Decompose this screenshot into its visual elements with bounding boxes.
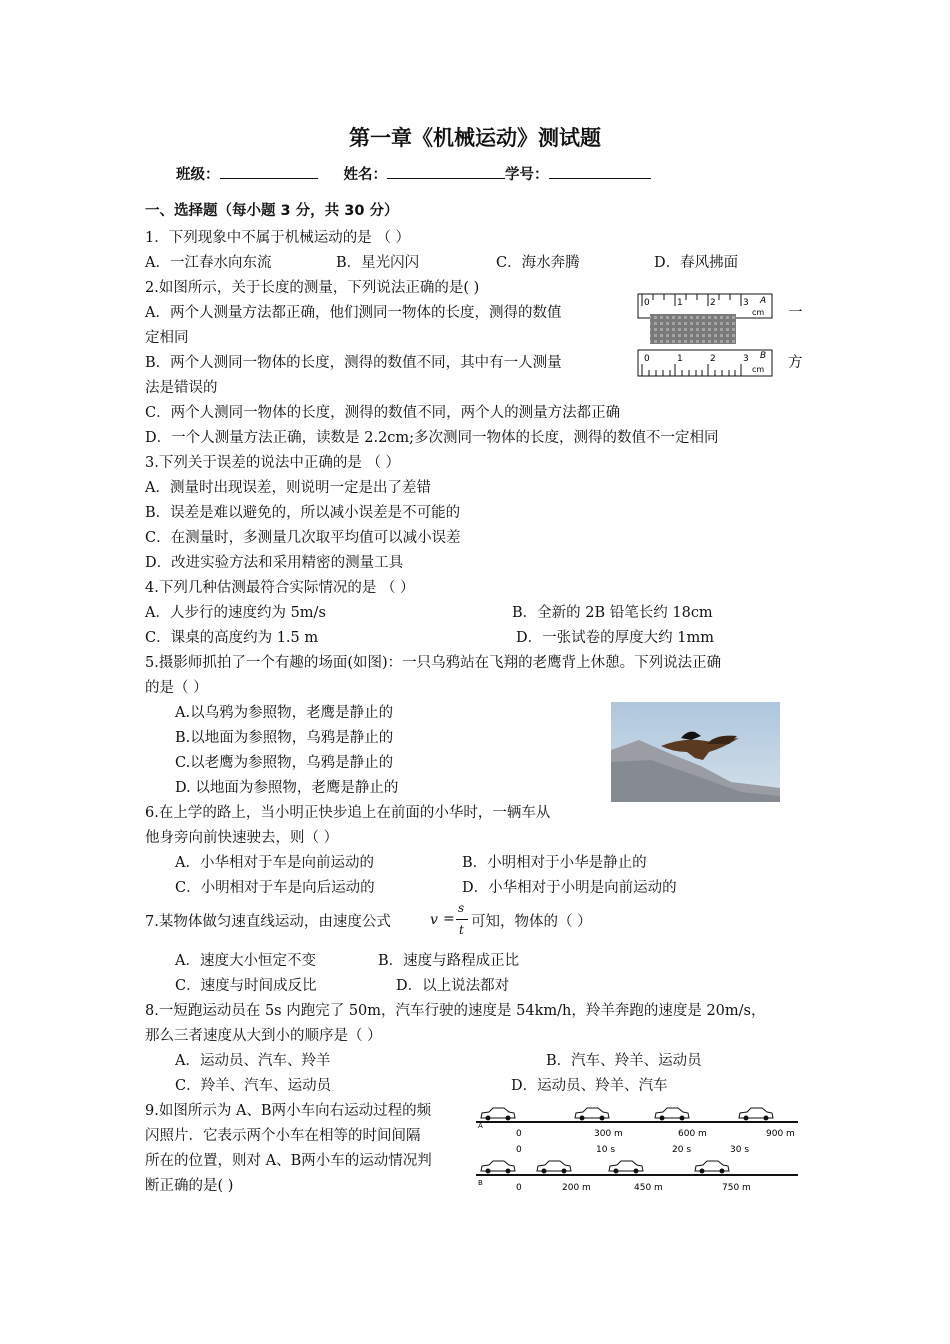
ruler-a-letter: A [760, 296, 767, 306]
car-b-3 [695, 1161, 729, 1174]
class-blank[interactable] [220, 164, 318, 179]
q6-option-d: D．小华相对于小明是向前运动的 [462, 880, 677, 896]
name-label: 姓名： [343, 167, 387, 183]
q7-option-c: C．速度与时间成反比 [175, 978, 317, 994]
time-3: 30 s [730, 1145, 750, 1155]
time-1: 10 s [596, 1145, 616, 1155]
name-blank[interactable] [387, 164, 505, 179]
car-a-0 [481, 1108, 515, 1121]
q5-stem-line2: 的是（ ） [145, 680, 208, 696]
ruler-b-tick-2: 2 [710, 354, 716, 364]
track-b-mark-0: 0 [516, 1183, 522, 1193]
q2-option-b-line1: B．两个人测同一物体的长度，测得的数值不同，其中有一人测量 [145, 355, 562, 371]
ruler-b-tick-3: 3 [743, 354, 749, 364]
track-a-mark-2: 600 m [678, 1129, 707, 1139]
q7-formula-denominator: t [459, 923, 464, 937]
class-label: 班级： [176, 167, 220, 183]
q3-option-b: B．误差是难以避免的，所以减小误差是不可能的 [145, 505, 461, 521]
q2-option-b-line2: 法是错误的 [145, 380, 218, 396]
track-b-mark-1: 200 m [562, 1183, 591, 1193]
q2-option-a-line1: A．两个人测量方法都正确，他们测同一物体的长度，测得的数值 [145, 305, 562, 321]
ruler-figure [636, 292, 778, 382]
ruler-b-letter: B [760, 351, 767, 361]
id-label: 学号： [505, 167, 549, 183]
q5-option-d: D. 以地面为参照物，老鹰是静止的 [175, 780, 399, 796]
q6-stem-line2: 他身旁向前快速驶去，则（ ） [145, 830, 339, 846]
q7-fraction-bar [456, 919, 468, 920]
q3-option-c: C．在测量时，多测量几次取平均值可以减小误差 [145, 530, 461, 546]
ruler-a-unit: cm [752, 308, 765, 317]
q2-option-d: D．一个人测量方法正确，读数是 2.2cm;多次测同一物体的长度，测得的数值不一定相同 [145, 430, 719, 446]
q7-stem-end: 可知，物体的（ ） [471, 914, 592, 930]
q4-option-d: D．一张试卷的厚度大约 1mm [516, 630, 714, 646]
q1-option-b: B．星光闪闪 [336, 255, 420, 271]
q6-stem-line1: 6.在上学的路上，当小明正快步追上在前面的小华时，一辆车从 [145, 805, 551, 821]
q2-option-a-end: 一 [788, 305, 803, 321]
track-b-mark-3: 750 m [722, 1183, 751, 1193]
ruler-b-tick-0: 0 [644, 354, 650, 364]
id-blank[interactable] [549, 164, 651, 179]
q7-option-a: A．速度大小恒定不变 [175, 953, 316, 969]
q2-option-b-end: 方 [788, 355, 803, 371]
track-a-mark-3: 900 m [766, 1129, 795, 1139]
q1-stem: 1．下列现象中不属于机械运动的是 （ ） [145, 230, 410, 246]
measured-object-texture [650, 314, 736, 344]
ruler-a-tick-0: 0 [644, 298, 650, 308]
q2-option-c: C．两个人测同一物体的长度，测得的数值不同，两个人的测量方法都正确 [145, 405, 621, 421]
track-b-mark-2: 450 m [634, 1183, 663, 1193]
track-a-mark-0: 0 [516, 1129, 522, 1139]
q9-stem-line1: 9.如图所示为 A、B两小车向右运动过程的频 [145, 1103, 432, 1119]
q4-option-c: C．课桌的高度约为 1.5 m [145, 630, 319, 646]
q9-stem-line3: 所在的位置，则对 A、B两小车的运动情况判 [145, 1153, 432, 1169]
q9-stem-line4: 断正确的是( ) [145, 1178, 234, 1194]
q7-option-d: D．以上说法都对 [396, 978, 510, 994]
q3-option-d: D．改进实验方法和采用精密的测量工具 [145, 555, 404, 571]
q8-stem-line2: 那么三者速度从大到小的顺序是（ ） [145, 1028, 382, 1044]
section-heading: 一、选择题（每小题 3 分，共 30 分） [145, 203, 399, 219]
track-a-mark-1: 300 m [594, 1129, 623, 1139]
car-b-2 [609, 1161, 643, 1174]
time-0: 0 [516, 1145, 522, 1155]
q4-option-a: A．人步行的速度约为 5m/s [145, 605, 326, 621]
q7-formula-equals: = [443, 911, 455, 927]
q8-option-b: B．汽车、羚羊、运动员 [546, 1053, 702, 1069]
time-2: 20 s [672, 1145, 692, 1155]
q5-option-b: B.以地面为参照物，乌鸦是静止的 [175, 730, 394, 746]
q1-option-a: A．一江春水向东流 [145, 255, 272, 271]
car-a-2 [655, 1108, 689, 1121]
car-track-figure [476, 1100, 802, 1196]
ruler-a-tick-2: 2 [710, 298, 716, 308]
track-b-label: B [478, 1179, 483, 1187]
q2-option-a-line2: 定相同 [145, 330, 189, 346]
q8-option-a: A．运动员、汽车、羚羊 [175, 1053, 331, 1069]
q6-option-a: A．小华相对于车是向前运动的 [175, 855, 374, 871]
q7-stem-start: 7.某物体做匀速直线运动，由速度公式 [145, 914, 391, 930]
car-b-1 [537, 1161, 571, 1174]
ruler-b-tick-1: 1 [677, 354, 683, 364]
q1-option-d: D．春风拂面 [654, 255, 739, 271]
q7-formula-numerator: s [458, 901, 465, 915]
q3-option-a: A．测量时出现误差，则说明一定是出了差错 [145, 480, 431, 496]
q8-option-d: D．运动员、羚羊、汽车 [511, 1078, 668, 1094]
car-a-1 [575, 1108, 609, 1121]
page-title: 第一章《机械运动》测试题 [349, 126, 601, 150]
ruler-a-tick-1: 1 [677, 298, 683, 308]
q9-stem-line2: 闪照片．它表示两个小车在相等的时间间隔 [145, 1128, 421, 1144]
q4-stem: 4.下列几种估测最符合实际情况的是 （ ） [145, 580, 415, 596]
q7-formula-v: v [430, 912, 438, 928]
eagle-crow-photo [611, 702, 780, 802]
q6-option-b: B．小明相对于小华是静止的 [462, 855, 647, 871]
q8-option-c: C．羚羊、汽车、运动员 [175, 1078, 332, 1094]
q2-stem: 2.如图所示，关于长度的测量，下列说法正确的是( ) [145, 280, 480, 296]
q3-stem: 3.下列关于误差的说法中正确的是 （ ） [145, 455, 401, 471]
ruler-b-unit: cm [752, 365, 765, 374]
q4-option-b: B．全新的 2B 铅笔长约 18cm [512, 605, 713, 621]
track-a-label: A [478, 1122, 483, 1130]
q5-stem-line1: 5.摄影师抓拍了一个有趣的场面(如图)：一只乌鸦站在飞翔的老鹰背上休憩。下列说法正确 [145, 655, 722, 671]
q8-stem-line1: 8.一短跑运动员在 5s 内跑完了 50m，汽车行驶的速度是 54km/h，羚羊奔跑的速度是 20m/s， [145, 1003, 766, 1019]
q5-option-c: C.以老鹰为参照物，乌鸦是静止的 [175, 755, 394, 771]
car-a-3 [739, 1108, 773, 1121]
student-info-line [176, 163, 651, 184]
q5-option-a: A.以乌鸦为参照物，老鹰是静止的 [175, 705, 394, 721]
q1-option-c: C．海水奔腾 [496, 255, 580, 271]
car-b-0 [481, 1161, 515, 1174]
ruler-b [638, 350, 772, 376]
q6-option-c: C．小明相对于车是向后运动的 [175, 880, 375, 896]
ruler-a-tick-3: 3 [743, 298, 749, 308]
q7-option-b: B．速度与路程成正比 [378, 953, 520, 969]
